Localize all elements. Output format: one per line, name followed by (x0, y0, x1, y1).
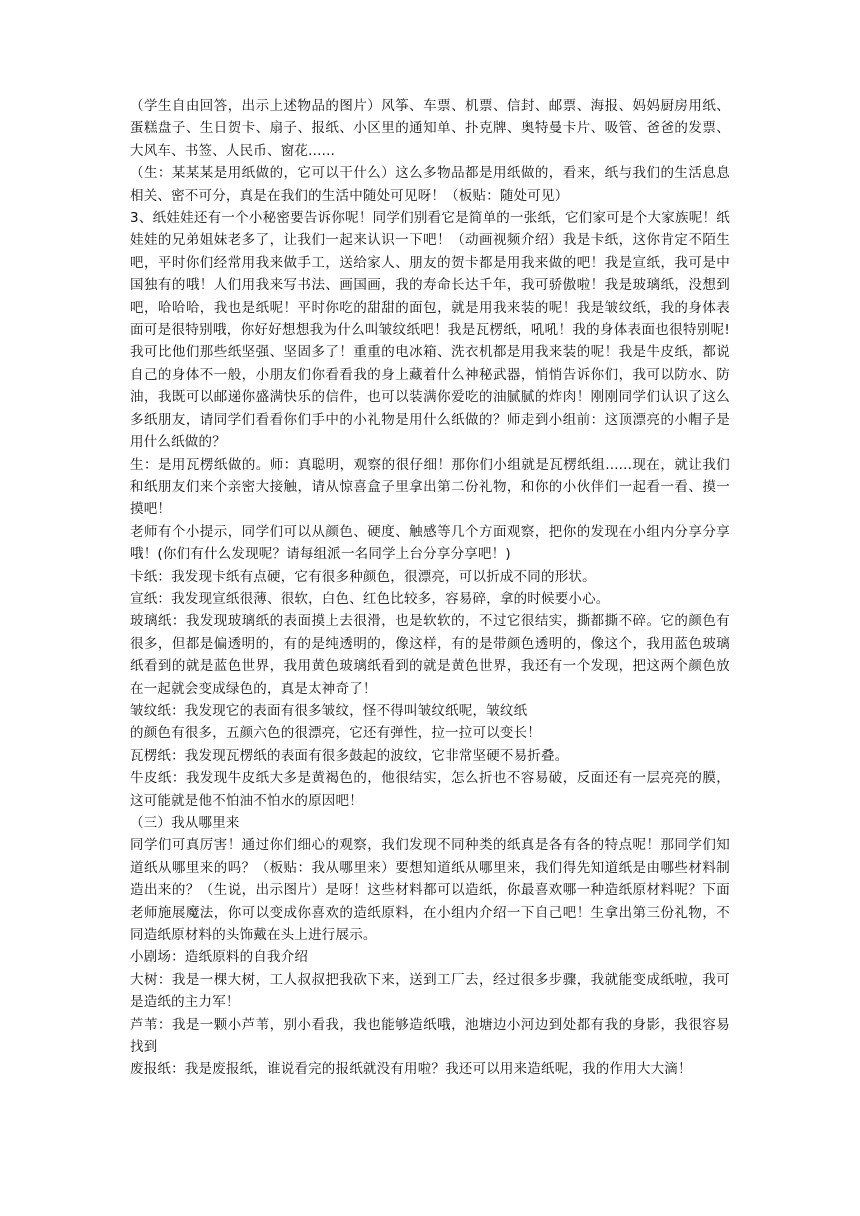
paragraph-paper-everywhere: （生：某某某是用纸做的，它可以干什么）这么多物品都是用纸做的，看来，纸与我们的生活息息相关、密不可分，真是在我们的生活中随处可见呀！（板贴：随处可见） (130, 165, 730, 204)
paragraph-rice-paper: 宣纸：我发现宣纸很薄、很软，白色、红色比较多，容易碎，拿的时候要小心。 (130, 590, 610, 607)
paragraph-card-paper: 卡纸：我发现卡纸有点硬，它有很多种颜色，很漂亮，可以折成不同的形状。 (130, 568, 596, 585)
paragraph-teacher-tip: 老师有个小提示，同学们可以从颜色、硬度、触感等几个方面观察，把你的发现在小组内分享分享哦！(你们有什么发现呢？请每组派一名同学上台分享分享吧！) (130, 523, 730, 563)
paragraph-raw-materials: 同学们可真厉害！通过你们细心的观察，我们发现不同种类的纸真是各有各的特点呢！那同学们知道纸从哪里来的吗？（板贴：我从哪里来）要想知道纸从哪里来，我们得先知道纸是由哪些材料制造出来的？（生说，出示图片）是呀！这些材料都可以造纸，你最喜欢哪一种造纸原材料呢？下面老师施展魔法，你可以变成你喜欢的造纸原料，在小组内介绍一下自己吧！生拿出第三份礼物，不同造纸原材料的头饰戴在头上进行展示。 (130, 837, 730, 944)
paragraph-kraft-paper: 牛皮纸：我发现牛皮纸大多是黄褐色的，他很结实，怎么折也不容易破，反面还有一层亮亮的膜，这可能就是他不怕油不怕水的原因吧！ (130, 770, 730, 809)
document-page (130, 95, 730, 1081)
paragraph-paper-family: 3、纸娃娃还有一个小秘密要告诉你呢！同学们别看它是简单的一张纸，它们家可是个大家族呢！纸娃娃的兄弟姐妹老多了，让我们一起来认识一下吧！（动画视频介绍）我是卡纸，这你肯定不陌生吧，平时你们经常用我来做手工，送给家人、朋友的贺卡都是用我来做的吧！我是宣纸，我可是中国独有的哦！人们用我来写书法、画国画，我的寿命长达千年，我可骄傲啦！我是玻璃纸，没想到吧，哈哈哈，我也是纸呢！平时你吃的甜甜的面包，就是用我来装的呢！我是皱纹纸，我的身体表面可是很特别哦，你好好想想我为什么叫皱纹纸吧！我是瓦楞纸，吼吼！我的身体表面也很特别呢!我可比他们那些纸坚强、坚固多了！重重的电冰箱、洗衣机都是用我来装的呢！我是牛皮纸，都说自己的身体不一般，小朋友们你看看我的身上藏着什么神秘武器，悄悄告诉你们，我可以防水、防油，我既可以邮递你盛满快乐的信件，也可以装满你爱吃的油腻腻的炸肉！刚刚同学们认识了这么多纸朋友，请同学们看看你们手中的小礼物是用什么纸做的？师走到小组前：这顶漂亮的小帽子是用什么纸做的？ (130, 210, 730, 451)
paragraph-crepe-paper-1: 皱纹纸：我发现它的表面有很多皱纹，怪不得叫皱纹纸呢，皱纹纸 (130, 702, 528, 719)
paragraph-waste-newspaper: 废报纸：我是废报纸，谁说看完的报纸就没有用啦？我还可以用来造纸呢，我的作用大大滴！ (130, 1061, 692, 1078)
paragraph-corrugated-paper: 瓦楞纸：我发现瓦楞纸的表面有很多鼓起的波纹，它非常坚硬不易折叠。 (130, 747, 569, 764)
paragraph-reed: 芦苇：我是一颗小芦苇，别小看我，我也能够造纸哦，池塘边小河边到处都有我的身影，我很容易找到 (130, 1016, 730, 1056)
paragraph-crepe-paper-2: 的颜色有很多，五颜六色的很漂亮，它还有弹性，拉一拉可以变长！ (130, 725, 541, 742)
paragraph-corrugated-group: 生：是用瓦楞纸做的。师：真聪明，观察的很仔细！那你们小组就是瓦楞纸组......现在，就让我们和纸朋友们来个亲密大接触，请从惊喜盒子里拿出第二份礼物，和你的小伙伴们一起看一看、摸一摸吧！ (130, 456, 730, 518)
paragraph-student-answers: （学生自由回答，出示上述物品的图片）风筝、车票、机票、信封、邮票、海报、妈妈厨房用纸、蛋糕盘子、生日贺卡、扇子、报纸、小区里的通知单、扑克牌、奥特曼卡片、吸管、爸爸的发票、大风车、书签、人民币、窗花...... (130, 98, 730, 159)
paragraph-tree: 大树：我是一棵大树，工人叔叔把我砍下来，送到工厂去，经过很多步骤，我就能变成纸啦，我可是造纸的主力军！ (130, 971, 730, 1011)
section-heading-where-from: （三）我从哪里来 (130, 815, 240, 831)
paragraph-cellophane: 玻璃纸：我发现玻璃纸的表面摸上去很滑，也是软软的，不过它很结实，撕都撕不碎。它的颜色有很多，但都是偏透明的，有的是纯透明的，像这样，有的是带颜色透明的，像这个，我用蓝色玻璃纸看到的就是蓝色世界，我用黄色玻璃纸看到的就是黄色世界，我还有一个发现，把这两个颜色放在一起就会变成绿色的，真是太神奇了！ (130, 613, 730, 697)
paragraph-theater-title: 小剧场：造纸原料的自我介绍 (130, 949, 309, 966)
